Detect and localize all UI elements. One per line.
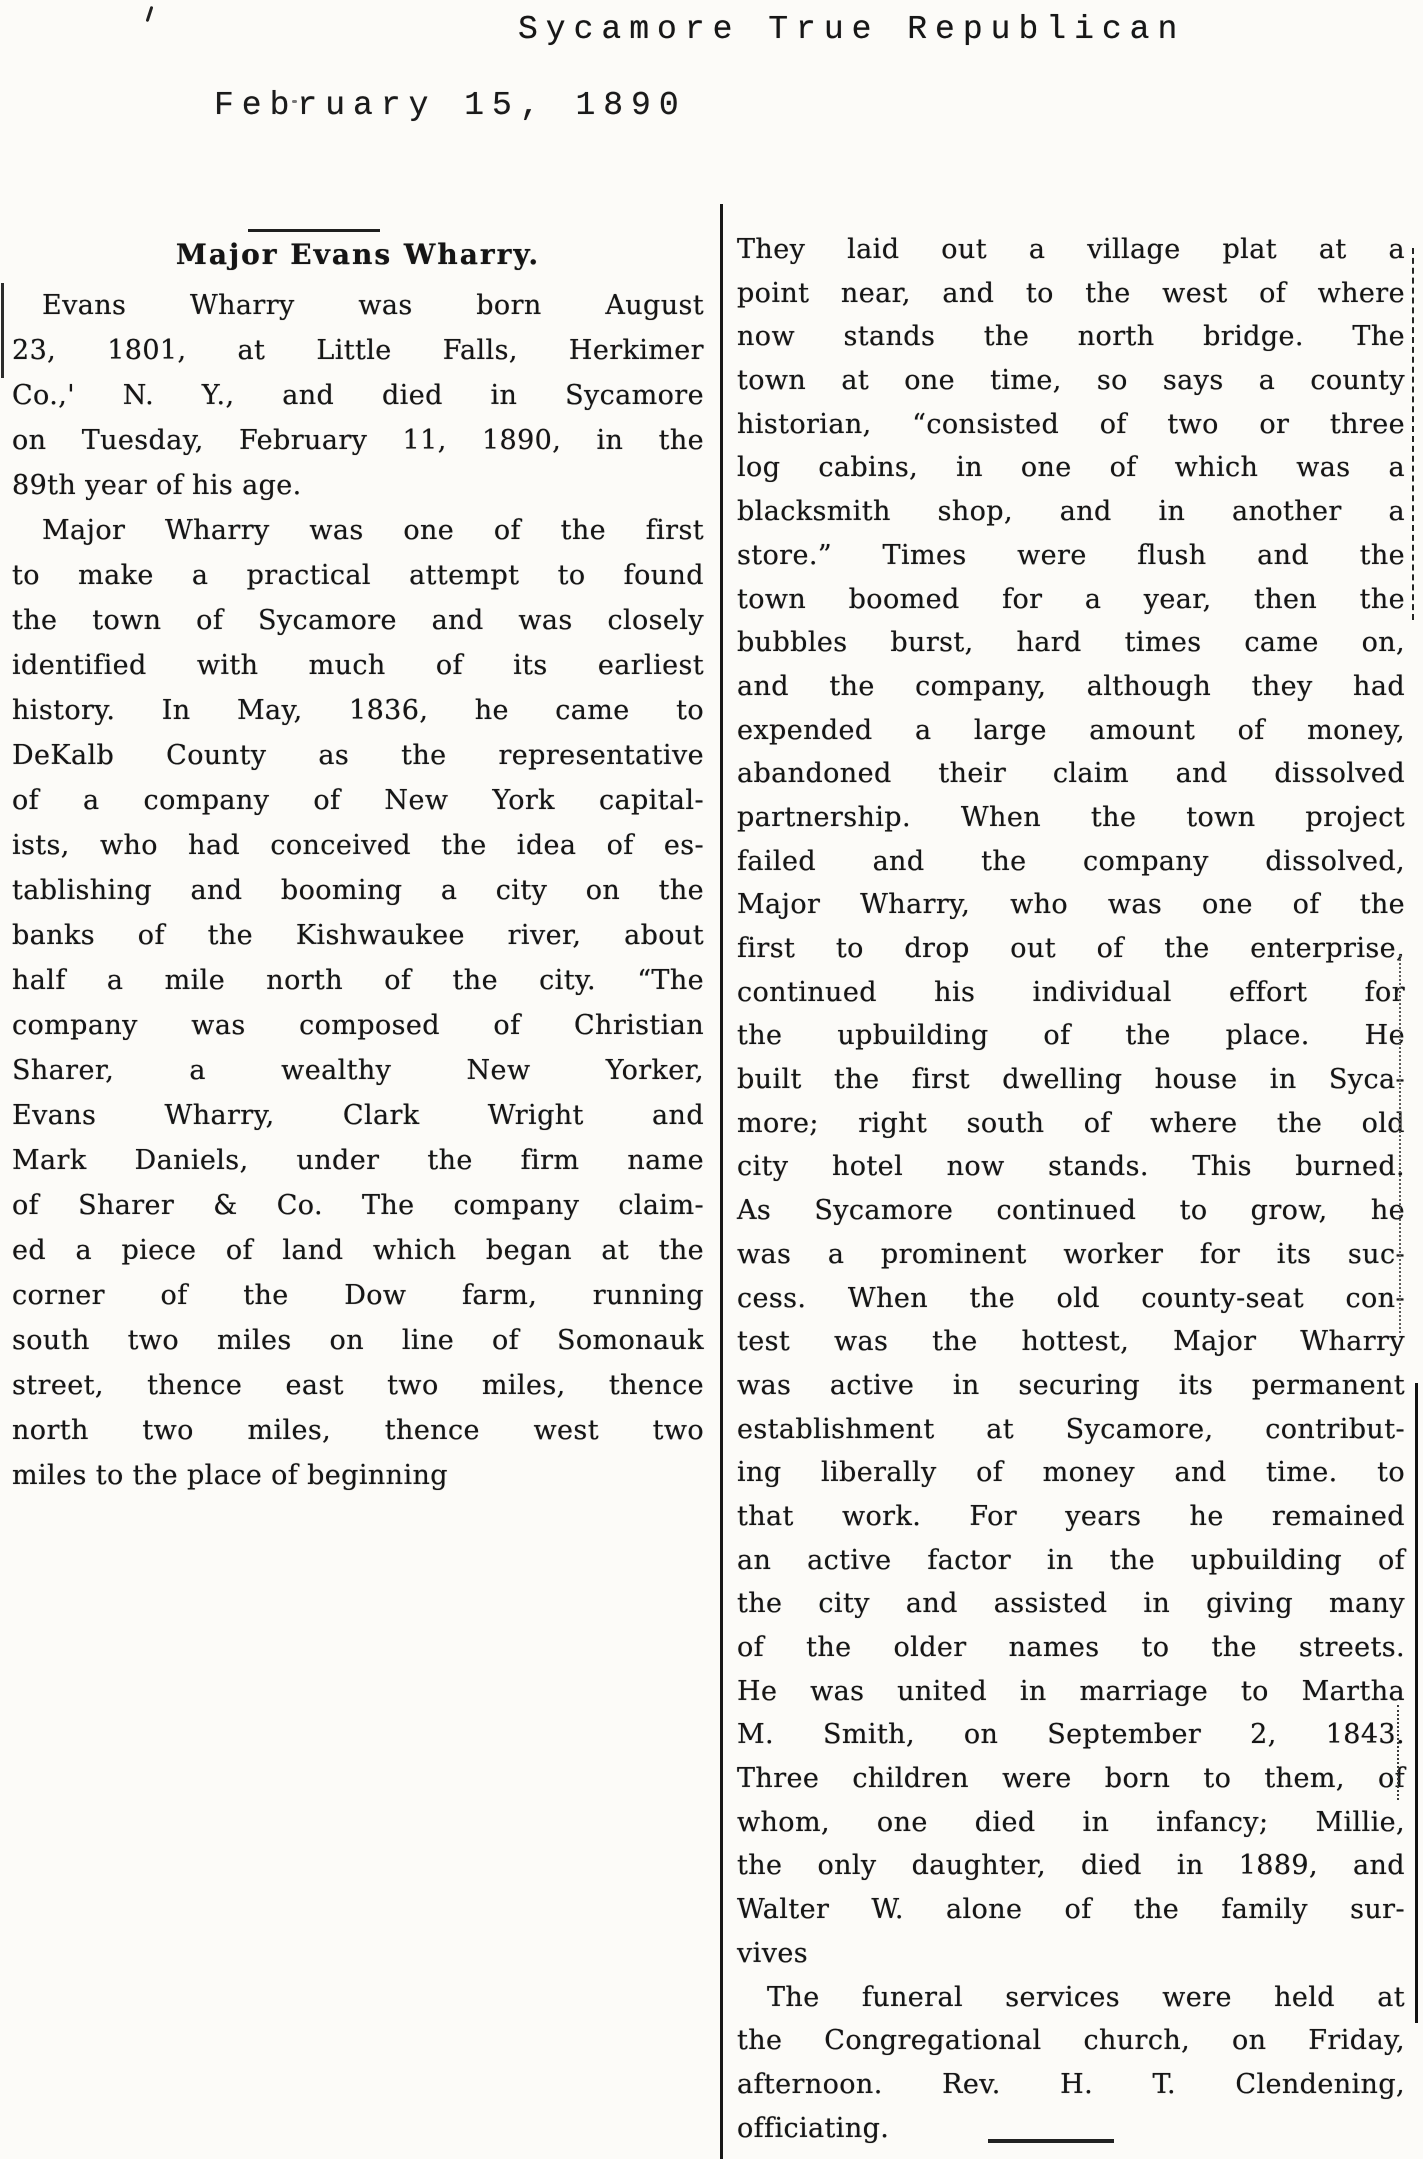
text-line: store.” Times were flush and the xyxy=(737,539,1405,571)
article-end-rule xyxy=(988,2139,1114,2143)
text-line: Major Wharry was one of the first xyxy=(42,515,704,546)
text-line: blacksmith shop, and in another a xyxy=(737,496,1405,528)
text-line: first to drop out of the enterprise, xyxy=(737,933,1405,964)
text-line: banks of the Kishwaukee river, about xyxy=(12,920,704,951)
text-line: town at one time, so says a county xyxy=(737,365,1405,397)
text-line: M. Smith, on September 2, 1843. xyxy=(737,1719,1405,1751)
text-line: establishment at Sycamore, contribut- xyxy=(737,1413,1405,1445)
text-line: and the company, although they had xyxy=(737,670,1405,702)
left-column xyxy=(12,283,704,1498)
text-line: ing liberally of money and time. to xyxy=(737,1457,1405,1489)
text-line: Major Wharry, who was one of the xyxy=(737,889,1405,921)
text-line: Co.,' N. Y., and died in Sycamore xyxy=(12,380,704,411)
text-line: the only daughter, died in 1889, and xyxy=(737,1850,1405,1882)
text-line: log cabins, in one of which was a xyxy=(737,452,1405,484)
masthead-title: Sycamore True Republican xyxy=(518,11,1186,48)
article-headline: Major Evans Wharry. xyxy=(175,238,541,271)
text-line: They laid out a village plat at a xyxy=(737,234,1405,265)
text-line: of the older names to the streets. xyxy=(737,1632,1405,1663)
column-divider-rule xyxy=(720,204,723,2159)
text-line: was active in securing its permanent xyxy=(737,1369,1405,1401)
text-line: ed a piece of land which began at the xyxy=(12,1235,704,1266)
text-line: Evans Wharry, Clark Wright and xyxy=(12,1100,704,1131)
text-line: expended a large amount of money, xyxy=(737,714,1405,746)
text-line: officiating. xyxy=(737,2112,890,2144)
text-line: miles to the place of beginning xyxy=(12,1460,448,1491)
text-line: that work. For years he remained xyxy=(737,1500,1405,1532)
text-line: historian, “consisted of two or three xyxy=(737,408,1405,440)
text-line: As Sycamore continued to grow, he xyxy=(737,1195,1405,1227)
text-line: south two miles on line of Somonauk xyxy=(12,1325,704,1356)
text-line: town boomed for a year, then the xyxy=(737,583,1405,615)
text-line: Mark Daniels, under the firm name xyxy=(12,1145,704,1176)
left-margin-mark xyxy=(1,283,4,378)
headline-rule xyxy=(248,229,380,232)
text-line: on Tuesday, February 11, 1890, in the xyxy=(12,425,704,456)
text-line: city hotel now stands. This burned. xyxy=(737,1151,1405,1183)
text-line: 23, 1801, at Little Falls, Herkimer xyxy=(12,335,704,366)
text-line: corner of the Dow farm, running xyxy=(12,1280,704,1311)
text-line: of Sharer & Co. The company claim- xyxy=(12,1190,704,1221)
text-line: now stands the north bridge. The xyxy=(737,321,1405,353)
text-line: DeKalb County as the representative xyxy=(12,740,704,771)
right-column xyxy=(737,228,1405,2150)
text-line: the upbuilding of the place. He xyxy=(737,1020,1405,1052)
text-line: afternoon. Rev. H. T. Clendening, xyxy=(737,2068,1405,2100)
text-line: point near, and to the west of where xyxy=(737,277,1405,309)
text-line: north two miles, thence west two xyxy=(12,1415,704,1446)
right-margin-mark-lower xyxy=(1397,1705,1399,1800)
text-line: to make a practical attempt to found xyxy=(12,560,704,591)
text-line: ists, who had conceived the idea of es- xyxy=(12,830,704,861)
right-margin-mark-top xyxy=(1412,248,1414,620)
text-line: partnership. When the town project xyxy=(737,801,1405,833)
text-line: vives xyxy=(737,1937,808,1969)
text-line: company was composed of Christian xyxy=(12,1010,704,1041)
text-line: half a mile north of the city. “The xyxy=(12,965,704,996)
text-line: whom, one died in infancy; Millie, xyxy=(737,1806,1405,1838)
text-line: Evans Wharry was born August xyxy=(42,290,704,321)
text-line: continued his individual effort for xyxy=(737,976,1405,1008)
right-margin-mark-middle xyxy=(1399,955,1401,1333)
text-line: bubbles burst, hard times came on, xyxy=(737,627,1405,659)
text-line: street, thence east two miles, thence xyxy=(12,1370,704,1401)
text-line: an active factor in the upbuilding of xyxy=(737,1544,1405,1576)
text-line: was a prominent worker for its suc- xyxy=(737,1238,1405,1270)
right-margin-rule-bottom xyxy=(1415,1383,1418,2023)
text-line: Sharer, a wealthy New Yorker, xyxy=(12,1055,704,1086)
text-line: 89th year of his age. xyxy=(12,470,302,501)
text-line: of a company of New York capital- xyxy=(12,785,704,816)
text-line: cess. When the old county-seat con- xyxy=(737,1282,1405,1314)
text-line: built the first dwelling house in Syca- xyxy=(737,1064,1405,1096)
text-line: more; right south of where the old xyxy=(737,1107,1405,1139)
text-line: failed and the company dissolved, xyxy=(737,845,1405,877)
text-line: The funeral services were held at xyxy=(767,1981,1405,2013)
text-line: the city and assisted in giving many xyxy=(737,1588,1405,1620)
text-line: test was the hottest, Major Wharry xyxy=(737,1326,1405,1358)
text-line: the town of Sycamore and was closely xyxy=(12,605,704,636)
ink-speck-artifact xyxy=(146,6,154,22)
text-line: identified with much of its earliest xyxy=(12,650,704,681)
text-line: abandoned their claim and dissolved xyxy=(737,758,1405,790)
issue-date: February 15, 1890 xyxy=(214,87,687,124)
text-line: Three children were born to them, of xyxy=(737,1763,1405,1795)
text-line: tablishing and booming a city on the xyxy=(12,875,704,906)
text-line: He was united in marriage to Martha xyxy=(737,1675,1405,1707)
text-line: Walter W. alone of the family sur- xyxy=(737,1894,1405,1926)
text-line: the Congregational church, on Friday, xyxy=(737,2025,1405,2057)
text-line: history. In May, 1836, he came to xyxy=(12,695,704,726)
